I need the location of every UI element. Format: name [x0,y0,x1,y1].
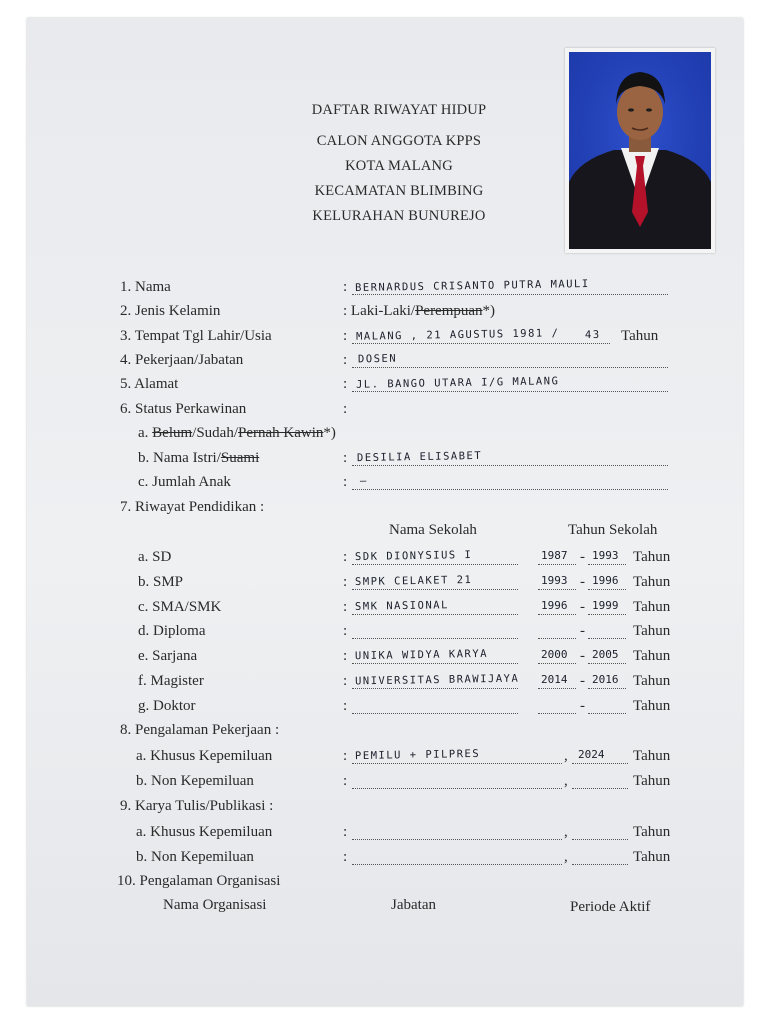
value-ttl[interactable]: MALANG , 21 AGUSTUS 1981 / [355,327,560,343]
field-nama [0,276,768,298]
education-level: c. SMA/SMK [138,599,222,615]
field-status-a [0,422,768,444]
education-level: a. SD [138,549,172,565]
education-row: b. SMP : SMPK CELAKET 21 1993 - 1996 Tahun [0,571,768,593]
unit-tahun: Tahun [633,849,671,865]
subtitle-kota: KOTA MALANG [345,158,453,174]
experience-value[interactable]: PEMILU + PILPRES [354,747,481,763]
label-nama: 1. Nama [120,279,171,295]
unit-tahun: Tahun [633,824,671,840]
education-row: e. Sarjana : UNIKA WIDYA KARYA 2000 - 2005 Tahun [0,645,768,667]
education-row: d. Diploma : - Tahun [0,620,768,642]
publication-type: a. Khusus Kepemiluan [136,824,273,840]
publication-row: a. Khusus Kepemiluan : , Tahun [0,821,768,843]
publication-year-input[interactable] [572,863,628,865]
title: DAFTAR RIWAYAT HIDUP [311,102,487,118]
unit-tahun: Tahun [633,574,671,590]
field-jenis-kelamin [0,300,768,322]
education-level: d. Diploma [138,623,206,639]
education-row: a. SD : SDK DIONYSIUS I 1987 - 1993 Tahun [0,546,768,568]
unit-tahun: Tahun [633,773,671,789]
experience-year[interactable]: 2024 [578,748,605,761]
publication-input[interactable] [352,863,562,865]
unit-tahun: Tahun [633,623,671,639]
label-pengalaman: 8. Pengalaman Pekerjaan : [120,722,280,738]
label-anak: c. Jumlah Anak [138,474,231,490]
unit-tahun: Tahun [633,748,671,764]
col-jabatan: Jabatan [391,897,436,913]
value-status[interactable]: a. Belum/Sudah/Pernah Kawin*) [138,425,336,441]
year-from[interactable]: 2014 [541,673,568,686]
year-to[interactable]: 2005 [592,648,619,661]
education-row: g. Doktor : - Tahun [0,695,768,717]
unit-tahun: Tahun [633,673,671,689]
value-jenis-kelamin[interactable]: : Laki-Laki/Perempuan*) [343,303,496,319]
year-to[interactable]: 2016 [592,673,619,686]
year-from[interactable]: 1993 [541,574,568,587]
applicant-photo [565,48,715,253]
school-name[interactable]: SDK DIONYSIUS I [354,548,473,564]
col-tahun-sekolah: Tahun Sekolah [568,522,658,538]
experience-row: a. Khusus Kepemiluan : PEMILU + PILPRES , 2024 Tahun [0,745,768,767]
school-name[interactable]: UNIVERSITAS BRAWIJAYA [354,672,520,688]
label-status: 6. Status Perkawinan [120,401,247,417]
label-pendidikan: 7. Riwayat Pendidikan : [120,499,265,515]
education-level: g. Doktor [138,698,196,714]
publication-year-input[interactable] [572,838,628,840]
field-ttl: 3. Tempat Tgl Lahir/Usia : MALANG , 21 AGUSTUS 1981 / 43 Tahun [0,325,768,347]
field-alamat: 5. Alamat : JL. BANGO UTARA I/G MALANG [0,373,768,395]
education-level: b. SMP [138,574,184,590]
publication-type: b. Non Kepemiluan [136,849,254,865]
experience-type: a. Khusus Kepemiluan [136,748,273,764]
colon: : [343,279,348,295]
publication-row: b. Non Kepemiluan : , Tahun [0,846,768,868]
label-organisasi: 10. Pengalaman Organisasi [117,873,281,889]
col-nama-organisasi: Nama Organisasi [163,897,267,913]
experience-row: b. Non Kepemiluan : , Tahun [0,770,768,792]
label-karya: 9. Karya Tulis/Publikasi : [120,798,274,814]
value-istri[interactable]: DESILIA ELISABET [356,449,483,465]
education-level: f. Magister [138,673,204,689]
label-ttl: 3. Tempat Tgl Lahir/Usia [120,328,272,344]
education-level: e. Sarjana [138,648,198,664]
subtitle-kecamatan: KECAMATAN BLIMBING [314,183,484,199]
form-heading [214,98,584,229]
subtitle-kpps: CALON ANGGOTA KPPS [316,133,482,149]
subtitle-kelurahan: KELURAHAN BUNUREJO [312,208,486,224]
education-row: f. Magister : UNIVERSITAS BRAWIJAYA 2014 - 2016 Tahun [0,670,768,692]
year-from[interactable]: 1987 [541,549,568,562]
unit-tahun: Tahun [633,549,671,565]
section-pengalaman [0,719,768,741]
section-pendidikan [0,496,768,518]
school-name[interactable]: UNIKA WIDYA KARYA [354,647,489,663]
field-anak: c. Jumlah Anak : — [0,471,768,493]
year-to[interactable]: 1993 [592,549,619,562]
school-name[interactable]: SMPK CELAKET 21 [354,573,473,589]
year-to[interactable]: 1996 [592,574,619,587]
unit-tahun: Tahun [621,328,659,344]
value-usia[interactable]: 43 [584,328,601,342]
label-pekerjaan: 4. Pekerjaan/Jabatan [120,352,244,368]
col-periode-aktif: Periode Aktif [570,899,651,915]
label-jenis-kelamin: 2. Jenis Kelamin [120,303,221,319]
section-organisasi [0,870,768,892]
unit-tahun: Tahun [633,698,671,714]
education-row: c. SMA/SMK : SMK NASIONAL 1996 - 1999 Tahun [0,596,768,618]
value-nama[interactable]: BERNARDUS CRISANTO PUTRA MAULI [354,277,590,295]
portrait-image [569,52,711,249]
experience-type: b. Non Kepemiluan [136,773,254,789]
year-to[interactable]: 1999 [592,599,619,612]
year-from[interactable]: 1996 [541,599,568,612]
field-status: 6. Status Perkawinan : [0,398,768,420]
value-alamat[interactable]: JL. BANGO UTARA I/G MALANG [355,375,560,391]
section-karya [0,795,768,817]
publication-input[interactable] [352,838,562,840]
label-alamat: 5. Alamat [120,376,179,392]
year-from[interactable]: 2000 [541,648,568,661]
field-istri: b. Nama Istri/Suami : DESILIA ELISABET [0,447,768,469]
unit-tahun: Tahun [633,599,671,615]
value-anak[interactable]: — [359,474,368,488]
label-istri: b. Nama Istri/Suami [138,450,260,466]
col-nama-sekolah: Nama Sekolah [389,522,477,538]
value-pekerjaan[interactable]: DOSEN [357,352,398,366]
unit-tahun: Tahun [633,648,671,664]
field-pekerjaan: 4. Pekerjaan/Jabatan : DOSEN [0,349,768,371]
school-name[interactable]: SMK NASIONAL [354,599,449,613]
